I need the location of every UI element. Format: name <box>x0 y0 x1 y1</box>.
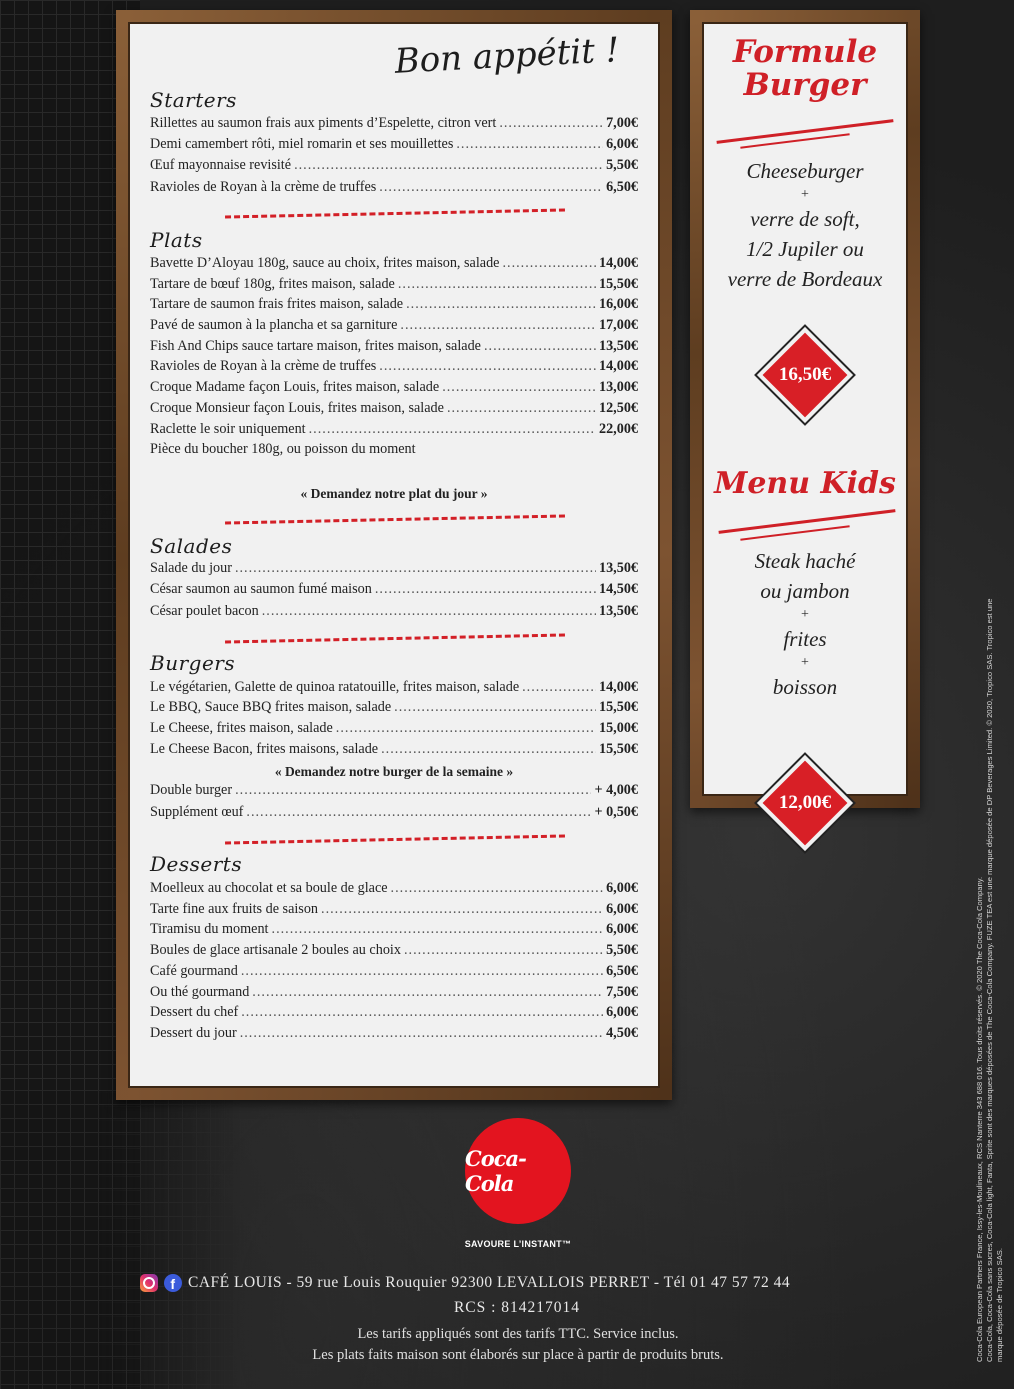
menu-item: Rillettes au saumon frais aux piments d’Espelette, citron vert ..... 7,00€ <box>150 115 638 135</box>
menu-item: Le Cheese, frites maison, salade ..... 15,00€ <box>150 720 638 740</box>
menu-title: Bon appétit ! <box>393 30 621 82</box>
menu-item: Bavette D’Aloyau 180g, sauce au choix, frites maison, salade ..... 14,00€ <box>150 255 638 275</box>
formule-price-badge: 16,50€ <box>750 320 860 430</box>
menu-item: Ravioles de Royan à la crème de truffes ..... 14,00€ <box>150 358 638 378</box>
section-heading-starters: Starters <box>150 88 237 112</box>
rcs-number: RCS : 814217014 <box>453 1299 581 1316</box>
menu-item: Œuf mayonnaise revisité ..... 5,50€ <box>150 157 638 177</box>
instagram-icon[interactable] <box>140 1274 158 1292</box>
section-heading-salades: Salades <box>150 534 233 558</box>
homemade-note: Les plats faits maison sont élaborés sur place à partir de produits bruts. <box>312 1347 724 1363</box>
menu-item: Croque Madame façon Louis, frites maison, salade ..... 13,00€ <box>150 379 638 399</box>
menu-item: Dessert du jour ..... 4,50€ <box>150 1025 638 1045</box>
kids-price-badge: 12,00€ <box>750 748 860 858</box>
address-text: CAFÉ LOUIS - 59 rue Louis Rouquier 92300 LEVALLOIS PERRET - Tél 01 47 57 72 44 <box>188 1274 791 1291</box>
menu-item: Ou thé gourmand ..... 7,50€ <box>150 984 638 1004</box>
burger-semaine-note: « Demandez notre burger de la semaine » <box>274 764 514 779</box>
facebook-icon[interactable]: f <box>164 1274 182 1292</box>
formule-description: Cheeseburger + verre de soft, 1/2 Jupiler ou verre de Bordeaux <box>727 159 883 291</box>
legal-notice: Coca-Cola European Partners France, Issy-les-Moulineaux, RCS Nanterre 343 688 016. Tous droits réservés. © 2020 The Coca-Cola Company. Coca-Cola, Coca-Cola sans sucres, Coca-Cola light, Fanta, Sprite sont des marques déposées de The Coca-Cola Company. FUZE TEA est une marque déposée de DP Beverages Limited. © 2020, Tropico SAS. Tropico est une marque déposée de Tropico SAS. <box>975 598 1004 1362</box>
menu-item: Salade du jour ..... 13,50€ <box>150 560 638 580</box>
menu-item: Moelleux au chocolat et sa boule de glace ..... 6,00€ <box>150 880 638 900</box>
kids-description: Steak haché ou jambon + frites + boisson <box>754 549 856 699</box>
pricing-note: Les tarifs appliqués sont des tarifs TTC. Service inclus. <box>357 1326 679 1342</box>
coca-cola-tagline: SAVOURE L’INSTANT™ <box>464 1239 572 1249</box>
menu-item: César poulet bacon ..... 13,50€ <box>150 603 638 623</box>
menu-item: Dessert du chef ..... 6,00€ <box>150 1004 638 1024</box>
plat-du-jour-note: « Demandez notre plat du jour » <box>300 486 488 501</box>
menu-item: Tiramisu du moment ..... 6,00€ <box>150 921 638 941</box>
menu-item: Demi camembert rôti, miel romarin et ses mouillettes ..... 6,00€ <box>150 136 638 156</box>
menu-item: Boules de glace artisanale 2 boules au choix ..... 5,50€ <box>150 942 638 962</box>
tile-wall-bottom <box>0 1090 240 1389</box>
contact-line <box>140 1274 900 1292</box>
menu-item: Raclette le soir uniquement ..... 22,00€ <box>150 421 638 441</box>
menu-item: Pavé de saumon à la plancha et sa garniture ..... 17,00€ <box>150 317 638 337</box>
menu-item: Tarte fine aux fruits de saison ..... 6,00€ <box>150 901 638 921</box>
menu-item: Double burger ..... + 4,00€ <box>150 782 638 802</box>
section-heading-plats: Plats <box>150 228 203 252</box>
menu-item: Tartare de bœuf 180g, frites maison, salade ..... 15,50€ <box>150 276 638 296</box>
menu-item: César saumon au saumon fumé maison ..... 14,50€ <box>150 581 638 601</box>
menu-item: Pièce du boucher 180g, ou poisson du moment <box>150 441 416 457</box>
menu-kids-title: Menu Kids <box>714 466 896 501</box>
menu-item: Croque Monsieur façon Louis, frites maison, salade ..... 12,50€ <box>150 400 638 420</box>
menu-item: Le BBQ, Sauce BBQ frites maison, salade ..... 15,50€ <box>150 699 638 719</box>
section-heading-desserts: Desserts <box>150 852 243 876</box>
menu-item: Le Cheese Bacon, frites maisons, salade ..... 15,50€ <box>150 741 638 761</box>
coca-cola-logo: Coca-Cola <box>465 1118 571 1224</box>
menu-item: Le végétarien, Galette de quinoa ratatouille, frites maison, salade ..... 14,00€ <box>150 679 638 699</box>
menu-item: Tartare de saumon frais frites maison, salade ..... 16,00€ <box>150 296 638 316</box>
section-heading-burgers: Burgers <box>150 651 236 675</box>
formule-burger-title: Formule Burger <box>732 34 878 103</box>
menu-item: Fish And Chips sauce tartare maison, frites maison, salade ..... 13,50€ <box>150 338 638 358</box>
menu-item: Café gourmand ..... 6,50€ <box>150 963 638 983</box>
menu-item: Supplément œuf ..... + 0,50€ <box>150 804 638 824</box>
menu-item: Ravioles de Royan à la crème de truffes ..... 6,50€ <box>150 179 638 199</box>
